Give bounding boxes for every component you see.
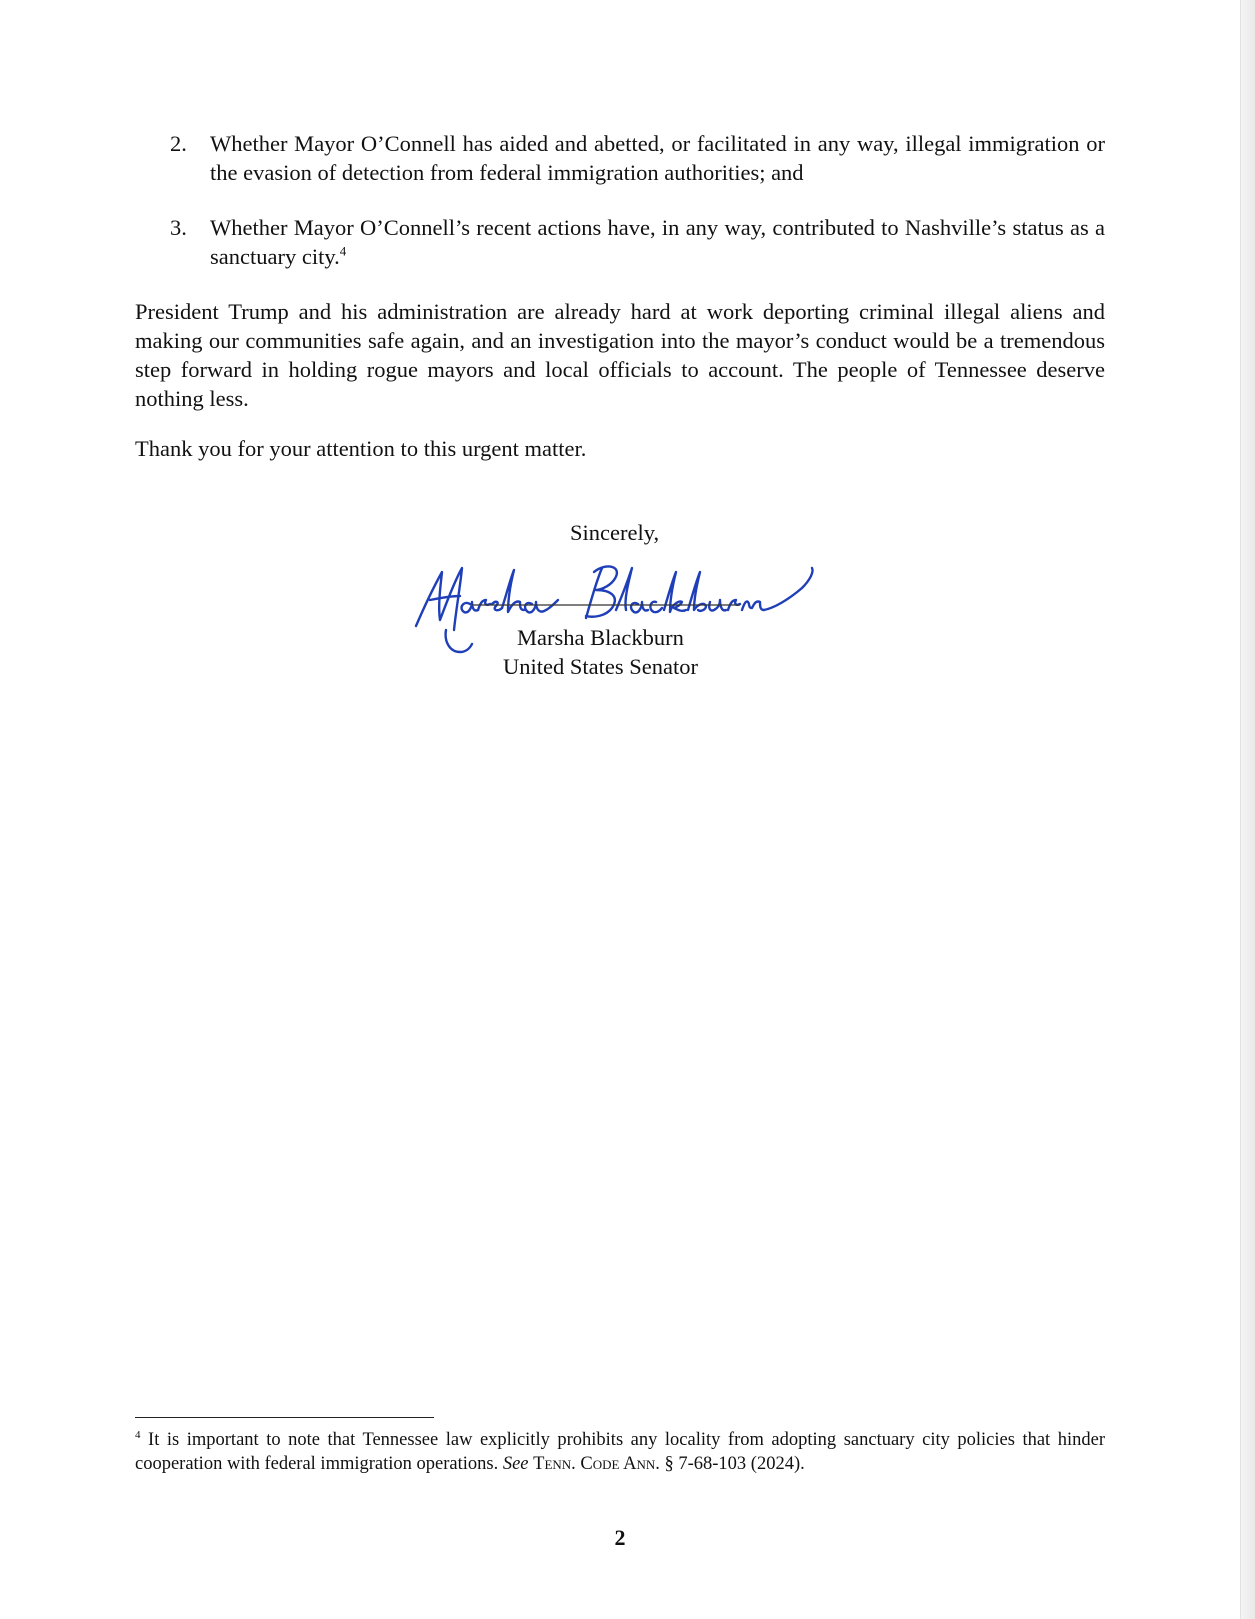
list-item-text-body: Whether Mayor O’Connell’s recent actions have, in any way, contributed to Nashville’s status as a sanctuary city. (210, 215, 1105, 269)
footnote (135, 1428, 1105, 1476)
list-number: 2. (170, 131, 187, 156)
footnote-reference: 4 (339, 243, 347, 259)
page-edge (1240, 0, 1255, 1619)
closing-paragraph: Thank you for your attention to this urgent matter. (135, 436, 587, 461)
footnote-text: It is important to note that Tennessee law explicitly prohibits any locality from adopting sanctuary city policies that hinder cooperation with federal immigration operations. (135, 1430, 1105, 1474)
footnote-marker: 4 (135, 1428, 141, 1441)
footnote-citation-section: § 7-68-103 (2024). (659, 1454, 805, 1474)
list-item-text: Whether Mayor O’Connell has aided and abetted, or facilitated in any way, illegal immigration or the evasion of detection from federal immigration authorities; and (210, 131, 1105, 185)
list-number: 3. (170, 215, 187, 240)
list-item-text (210, 213, 1105, 271)
signatory-name: Marsha Blackburn (517, 625, 684, 650)
body-paragraph: President Trump and his administration are already hard at work deporting criminal illegal aliens and making our communities safe again, and an investigation into the mayor’s conduct would be a tremendous step forward in holding rogue mayors and local officials to account. The people of Tennessee deserve nothing less. (135, 299, 1105, 411)
footnote-separator (135, 1417, 434, 1418)
page-number: 2 (614, 1525, 626, 1550)
footnote-citation: Tenn. Code Ann. (533, 1454, 660, 1474)
salutation: Sincerely, (570, 520, 660, 545)
footnote-see: See (502, 1454, 529, 1474)
signatory-title: United States Senator (503, 654, 698, 679)
